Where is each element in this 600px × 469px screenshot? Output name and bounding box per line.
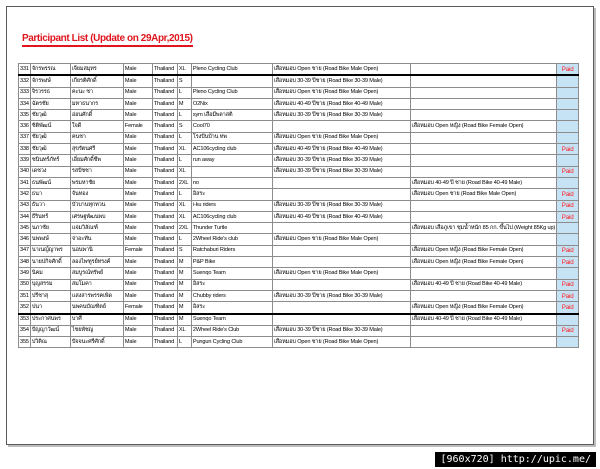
event-primary-cell: เสือหมอบ Open ชาย (Road Bike Male Open) (272, 268, 410, 279)
nationality-cell: Thailand (152, 290, 177, 301)
team-name-cell: Suenqo Team (191, 314, 272, 326)
first-name-cell: ชัยวุฒิ (30, 132, 70, 143)
event-secondary-cell (410, 144, 556, 155)
shirt-size-cell: L (177, 132, 191, 143)
nationality-cell: Thailand (152, 98, 177, 109)
paid-status-cell (557, 98, 579, 109)
table-row (19, 87, 579, 98)
row-number-cell: 334 (19, 98, 31, 109)
nationality-cell: Thailand (152, 110, 177, 121)
paid-status-cell: Paid (557, 166, 579, 177)
shirt-size-cell: L (177, 189, 191, 200)
table-row (19, 166, 579, 177)
first-name-cell: เดชวง (30, 166, 70, 177)
gender-cell: Male (123, 189, 152, 200)
table-row (19, 290, 579, 301)
row-number-cell: 343 (19, 200, 31, 211)
event-primary-cell (272, 302, 410, 314)
team-name-cell: AC106cycling club (191, 211, 272, 222)
paid-status-cell (557, 337, 579, 348)
paid-status-cell: Paid (557, 64, 579, 76)
event-secondary-cell: เสือหมอบ 40-49 ปี ชาย (Road Bike 40-49 Male) (410, 177, 556, 188)
table-row (19, 245, 579, 256)
shirt-size-cell: XL (177, 325, 191, 336)
paid-status-cell: Paid (557, 302, 579, 314)
team-name-cell: 2Wheel Ride's club (191, 234, 272, 245)
event-secondary-cell (410, 211, 556, 222)
nationality-cell: Thailand (152, 64, 177, 76)
last-name-cell: แจ่มวิลัณฑ์ (70, 223, 123, 234)
row-number-cell: 344 (19, 211, 31, 222)
team-name-cell: Chubby riders (191, 290, 272, 301)
last-name-cell: พรมหาชัย (70, 177, 123, 188)
paid-status-cell (557, 75, 579, 87)
event-primary-cell: เสือหมอบ Open ชาย (Road Bike Male Open) (272, 64, 410, 76)
table-row (19, 234, 579, 245)
table-row (19, 223, 579, 234)
event-primary-cell: เสือหมอบ 30-39 ปีชาย (Road Bike 30-39 Male) (272, 290, 410, 301)
gender-cell: Male (123, 337, 152, 348)
first-name-cell: นายปกิจศักดิ์ (30, 257, 70, 268)
last-name-cell: เอี่ยมศักดิ์ชีพ (70, 155, 123, 166)
event-secondary-cell: เสือหมอบ Open หญิง (Road Bike Female Open) (410, 121, 556, 132)
first-name-cell: ธนพัฒน์ (30, 177, 70, 188)
participant-rows (19, 64, 579, 348)
shirt-size-cell: XL (177, 200, 191, 211)
last-name-cell: รสปัชชา (70, 166, 123, 177)
paid-status-cell (557, 268, 579, 279)
shirt-size-cell: M (177, 302, 191, 314)
event-primary-cell: เสือหมอบ 30-39 ปีชาย (Road Bike 30-39 Male) (272, 155, 410, 166)
row-number-cell: 331 (19, 64, 31, 76)
first-name-cell: นิคม (30, 268, 70, 279)
team-name-cell: Pleno Cycling Club (191, 87, 272, 98)
last-name-cell: เศรษฐพัฒนพบ (70, 211, 123, 222)
gender-cell: Female (123, 121, 152, 132)
nationality-cell: Thailand (152, 245, 177, 256)
event-secondary-cell (410, 166, 556, 177)
nationality-cell: Thailand (152, 325, 177, 336)
last-name-cell: อ่อนศักดิ์ (70, 110, 123, 121)
event-secondary-cell: เสือหมอบ Open ชาย (Road Bike Male Open) (410, 189, 556, 200)
event-secondary-cell (410, 268, 556, 279)
row-number-cell: 335 (19, 110, 31, 121)
event-secondary-cell: เสือหมอบ Open หญิง (Road Bike Female Open) (410, 245, 556, 256)
shirt-size-cell: XL (177, 166, 191, 177)
event-primary-cell: เสือหมอบ 30-39 ปีชาย (Road Bike 30-39 Male) (272, 166, 410, 177)
nationality-cell: Thailand (152, 279, 177, 290)
gender-cell: Male (123, 64, 152, 76)
first-name-cell: ประกาศนพร (30, 314, 70, 326)
gender-cell: Male (123, 290, 152, 301)
event-primary-cell: เสือหมอบ Open ชาย (Road Bike Male Open) (272, 132, 410, 143)
row-number-cell: 338 (19, 144, 31, 155)
event-secondary-cell (410, 87, 556, 98)
team-name-cell: Thunder Turtle (191, 223, 272, 234)
event-primary-cell (272, 223, 410, 234)
last-name-cell: บาศี (70, 314, 123, 326)
nationality-cell: Thailand (152, 200, 177, 211)
paid-status-cell (557, 234, 579, 245)
team-name-cell: 2Wheel Ride's Club (191, 325, 272, 336)
shirt-size-cell: XL (177, 144, 191, 155)
last-name-cell: ลองไพฑูรย์ทรงค์ (70, 257, 123, 268)
event-primary-cell (272, 189, 410, 200)
table-row (19, 337, 579, 348)
table-row (19, 75, 579, 87)
first-name-cell: ธันวา (30, 200, 70, 211)
nationality-cell: Thailand (152, 177, 177, 188)
row-number-cell: 350 (19, 279, 31, 290)
event-secondary-cell: เสือหมอบ 40-49 ปี ชาย (Road Bike 40-49 Male) (410, 314, 556, 326)
event-primary-cell (272, 121, 410, 132)
last-name-cell: บัวบานทุกทวน (70, 200, 123, 211)
first-name-cell: ฉัตรชัย (30, 98, 70, 109)
gender-cell: Male (123, 268, 152, 279)
last-name-cell: มหาธนากร (70, 98, 123, 109)
paid-status-cell (557, 87, 579, 98)
shirt-size-cell: M (177, 257, 191, 268)
event-primary-cell: เสือหมอบ 30-39 ปีชาย (Road Bike 30-39 Male) (272, 75, 410, 87)
first-name-cell: บุญสรรม (30, 279, 70, 290)
last-name-cell: เจียมสมุทร (70, 64, 123, 76)
nationality-cell: Thailand (152, 155, 177, 166)
paid-status-cell (557, 121, 579, 132)
team-name-cell: อิสระ (191, 189, 272, 200)
row-number-cell: 354 (19, 325, 31, 336)
nationality-cell: Thailand (152, 189, 177, 200)
team-name-cell (191, 75, 272, 87)
event-primary-cell: เสือหมอบ Open ชาย (Road Bike Male Open) (272, 234, 410, 245)
first-name-cell: ชัยวุฒิ (30, 144, 70, 155)
nationality-cell: Thailand (152, 337, 177, 348)
shirt-size-cell: S (177, 121, 191, 132)
table-row (19, 268, 579, 279)
first-name-cell: ชิติพัฒน์ (30, 121, 70, 132)
row-number-cell: 341 (19, 177, 31, 188)
first-name-cell: ปรีชาสุ (30, 290, 70, 301)
nationality-cell: Thailand (152, 166, 177, 177)
last-name-cell: สมโมคา (70, 279, 123, 290)
nationality-cell: Thailand (152, 234, 177, 245)
last-name-cell: ไชยพัชญ (70, 325, 123, 336)
table-row (19, 177, 579, 188)
shirt-size-cell: XL (177, 64, 191, 76)
first-name-cell: ปนา (30, 302, 70, 314)
paid-status-cell (557, 155, 579, 166)
nationality-cell: Thailand (152, 314, 177, 326)
last-name-cell: จันทอง (70, 189, 123, 200)
gender-cell: Male (123, 132, 152, 143)
event-primary-cell (272, 177, 410, 188)
row-number-cell: 355 (19, 337, 31, 348)
paid-status-cell: Paid (557, 189, 579, 200)
shirt-size-cell: L (177, 110, 191, 121)
event-secondary-cell: เสือหมอบ Open หญิง (Road Bike Female Open) (410, 302, 556, 314)
last-name-cell: สุขรัตนศรี (70, 144, 123, 155)
row-number-cell: 353 (19, 314, 31, 326)
row-number-cell: 333 (19, 87, 31, 98)
first-name-cell: นาเนญ์ญาพร (30, 245, 70, 256)
team-name-cell: อิสระ (191, 302, 272, 314)
first-name-cell: ปัญญาวัฒน์ (30, 325, 70, 336)
table-row (19, 279, 579, 290)
nationality-cell: Thailand (152, 268, 177, 279)
last-name-cell: ใจดี (70, 121, 123, 132)
table-row (19, 132, 579, 143)
event-primary-cell (272, 314, 410, 326)
first-name-cell: ปวิติณ (30, 337, 70, 348)
gender-cell: Male (123, 155, 152, 166)
team-name-cell: AC106cycling club (191, 144, 272, 155)
event-secondary-cell: เสือหมอบ Open หญิง (Road Bike Female Open) (410, 257, 556, 268)
participant-table (18, 63, 579, 348)
last-name-cell: คะนะ ชา (70, 87, 123, 98)
first-name-cell: จิรวรรธ (30, 87, 70, 98)
shirt-size-cell: XL (177, 211, 191, 222)
event-secondary-cell: เสือหมอบ เสือภูเขา ชุมน้ำหนัก 85 กก. ขึ้นไป (Weight 85Kg up) (410, 223, 556, 234)
event-secondary-cell (410, 337, 556, 348)
table-row (19, 189, 579, 200)
row-number-cell: 339 (19, 155, 31, 166)
shirt-size-cell: M (177, 314, 191, 326)
event-secondary-cell (410, 325, 556, 336)
event-primary-cell: เสือหมอบ 40-49 ปีชาย (Road Bike 40-49 Male) (272, 144, 410, 155)
first-name-cell: จักรพงษ์ (30, 75, 70, 87)
gender-cell: Male (123, 223, 152, 234)
first-name-cell: ชนินทร์ภัทร์ (30, 155, 70, 166)
first-name-cell: จักรพรรณ (30, 64, 70, 76)
table-row (19, 98, 579, 109)
gender-cell: Male (123, 257, 152, 268)
event-primary-cell (272, 245, 410, 256)
first-name-cell: ธีรินทร์ (30, 211, 70, 222)
nationality-cell: Thailand (152, 211, 177, 222)
paid-status-cell (557, 177, 579, 188)
event-primary-cell: เสือหมอบ 30-39 ปีชาย (Road Bike 30-39 Male) (272, 110, 410, 121)
team-name-cell: Pleno Cycling Club (191, 64, 272, 76)
table-row (19, 314, 579, 326)
event-secondary-cell (410, 290, 556, 301)
shirt-size-cell: S (177, 75, 191, 87)
shirt-size-cell: 2XL (177, 223, 191, 234)
page-title: Participant List (Update on 29Apr,2015) (22, 33, 193, 47)
gender-cell: Male (123, 325, 152, 336)
shirt-size-cell: M (177, 290, 191, 301)
table-row (19, 144, 579, 155)
nationality-cell: Thailand (152, 75, 177, 87)
shirt-size-cell: M (177, 268, 191, 279)
paid-status-cell: Paid (557, 257, 579, 268)
gender-cell: Male (123, 87, 152, 98)
gender-cell: Female (123, 245, 152, 256)
team-name-cell: run away (191, 155, 272, 166)
nationality-cell: Thailand (152, 223, 177, 234)
row-number-cell: 349 (19, 268, 31, 279)
gender-cell: Male (123, 234, 152, 245)
event-secondary-cell (410, 132, 556, 143)
shirt-size-cell: 2XL (177, 177, 191, 188)
table-row (19, 325, 579, 336)
event-primary-cell: เสือหมอบ 40-49 ปีชาย (Road Bike 40-49 Male) (272, 98, 410, 109)
gender-cell: Male (123, 110, 152, 121)
gender-cell: Male (123, 75, 152, 87)
row-number-cell: 352 (19, 302, 31, 314)
paid-status-cell: Paid (557, 245, 579, 256)
event-primary-cell: เสือหมอบ 30-39 ปีชาย (Road Bike 30-39 Male) (272, 200, 410, 211)
event-secondary-cell (410, 98, 556, 109)
watermark: [960x720] http://upic.me/ (435, 452, 596, 467)
event-secondary-cell (410, 155, 556, 166)
gender-cell: Male (123, 177, 152, 188)
table-row (19, 257, 579, 268)
team-name-cell: อิสระ (191, 279, 272, 290)
last-name-cell: สมบูรณ์ทรัพย์ (70, 268, 123, 279)
row-number-cell: 342 (19, 189, 31, 200)
event-secondary-cell (410, 200, 556, 211)
row-number-cell: 351 (19, 290, 31, 301)
document-frame (6, 6, 594, 445)
event-secondary-cell (410, 75, 556, 87)
last-name-cell: คนชา (70, 132, 123, 143)
row-number-cell: 348 (19, 257, 31, 268)
team-name-cell: Pungun Cycling Club (191, 337, 272, 348)
shirt-size-cell: L (177, 87, 191, 98)
gender-cell: Male (123, 211, 152, 222)
paid-status-cell: Paid (557, 325, 579, 336)
first-name-cell: นพพงษ์ (30, 234, 70, 245)
gender-cell: Male (123, 98, 152, 109)
team-name-cell: Ratchaburi Riders (191, 245, 272, 256)
team-name-cell: Suenqo Team (191, 268, 272, 279)
row-number-cell: 336 (19, 121, 31, 132)
event-primary-cell: เสือหมอบ 40-49 ปีชาย (Road Bike 40-49 Male) (272, 211, 410, 222)
team-name-cell: P&P Bike (191, 257, 272, 268)
paid-status-cell: Paid (557, 144, 579, 155)
last-name-cell: เกียรติศักดิ์ (70, 75, 123, 87)
event-primary-cell: เสือหมอบ Open ชาย (Road Bike Male Open) (272, 337, 410, 348)
first-name-cell: ชัยวุฒิ (30, 110, 70, 121)
table-row (19, 211, 579, 222)
team-name-cell: O2Nix (191, 98, 272, 109)
event-primary-cell: เสือหมอบ 30-39 ปีชาย (Road Bike 30-39 Male) (272, 325, 410, 336)
event-primary-cell (272, 257, 410, 268)
table-row (19, 121, 579, 132)
first-name-cell: นภาชัย (30, 223, 70, 234)
last-name-cell: ปัจจนะศรีศักดิ์ (70, 337, 123, 348)
nationality-cell: Thailand (152, 132, 177, 143)
team-name-cell: no (191, 177, 272, 188)
gender-cell: Male (123, 314, 152, 326)
event-secondary-cell (410, 64, 556, 76)
paid-status-cell (557, 314, 579, 326)
first-name-cell: ธนา (30, 189, 70, 200)
gender-cell: Male (123, 144, 152, 155)
event-secondary-cell (410, 234, 556, 245)
paid-status-cell: Paid (557, 211, 579, 222)
last-name-cell: จ่าอะทัน (70, 234, 123, 245)
last-name-cell: แสงสารพรรคเพิด (70, 290, 123, 301)
nationality-cell: Thailand (152, 121, 177, 132)
team-name-cell (191, 166, 272, 177)
event-secondary-cell (410, 110, 556, 121)
table-row (19, 200, 579, 211)
paid-status-cell (557, 223, 579, 234)
table-row (19, 302, 579, 314)
table-row (19, 64, 579, 76)
gender-cell: Male (123, 200, 152, 211)
shirt-size-cell: L (177, 155, 191, 166)
team-name-cell: sym เสือมีพลาสติ (191, 110, 272, 121)
row-number-cell: 346 (19, 234, 31, 245)
event-primary-cell (272, 279, 410, 290)
paid-status-cell: Paid (557, 200, 579, 211)
team-name-cell: i-ku riders (191, 200, 272, 211)
shirt-size-cell: M (177, 279, 191, 290)
shirt-size-cell: L (177, 234, 191, 245)
paid-status-cell (557, 132, 579, 143)
shirt-size-cell: L (177, 337, 191, 348)
row-number-cell: 340 (19, 166, 31, 177)
last-name-cell: นอนพานิ (70, 245, 123, 256)
gender-cell: Female (123, 302, 152, 314)
nationality-cell: Thailand (152, 257, 177, 268)
paid-status-cell (557, 110, 579, 121)
shirt-size-cell: M (177, 98, 191, 109)
nationality-cell: Thailand (152, 144, 177, 155)
last-name-cell: นพคนบัณฑิตย์ (70, 302, 123, 314)
table-row (19, 155, 579, 166)
team-name-cell: Cool70 (191, 121, 272, 132)
nationality-cell: Thailand (152, 87, 177, 98)
paid-status-cell: Paid (557, 290, 579, 301)
table-row (19, 110, 579, 121)
paid-status-cell: Paid (557, 279, 579, 290)
row-number-cell: 345 (19, 223, 31, 234)
row-number-cell: 332 (19, 75, 31, 87)
team-name-cell: โรงปั่นบ้าน ทพ (191, 132, 272, 143)
row-number-cell: 337 (19, 132, 31, 143)
event-primary-cell: เสือหมอบ Open ชาย (Road Bike Male Open) (272, 87, 410, 98)
event-secondary-cell: เสือหมอบ 40-49 ปี ชาย (Road Bike 40-49 Male) (410, 279, 556, 290)
gender-cell: Male (123, 279, 152, 290)
nationality-cell: Thailand (152, 302, 177, 314)
row-number-cell: 347 (19, 245, 31, 256)
gender-cell: Male (123, 166, 152, 177)
shirt-size-cell: S (177, 245, 191, 256)
